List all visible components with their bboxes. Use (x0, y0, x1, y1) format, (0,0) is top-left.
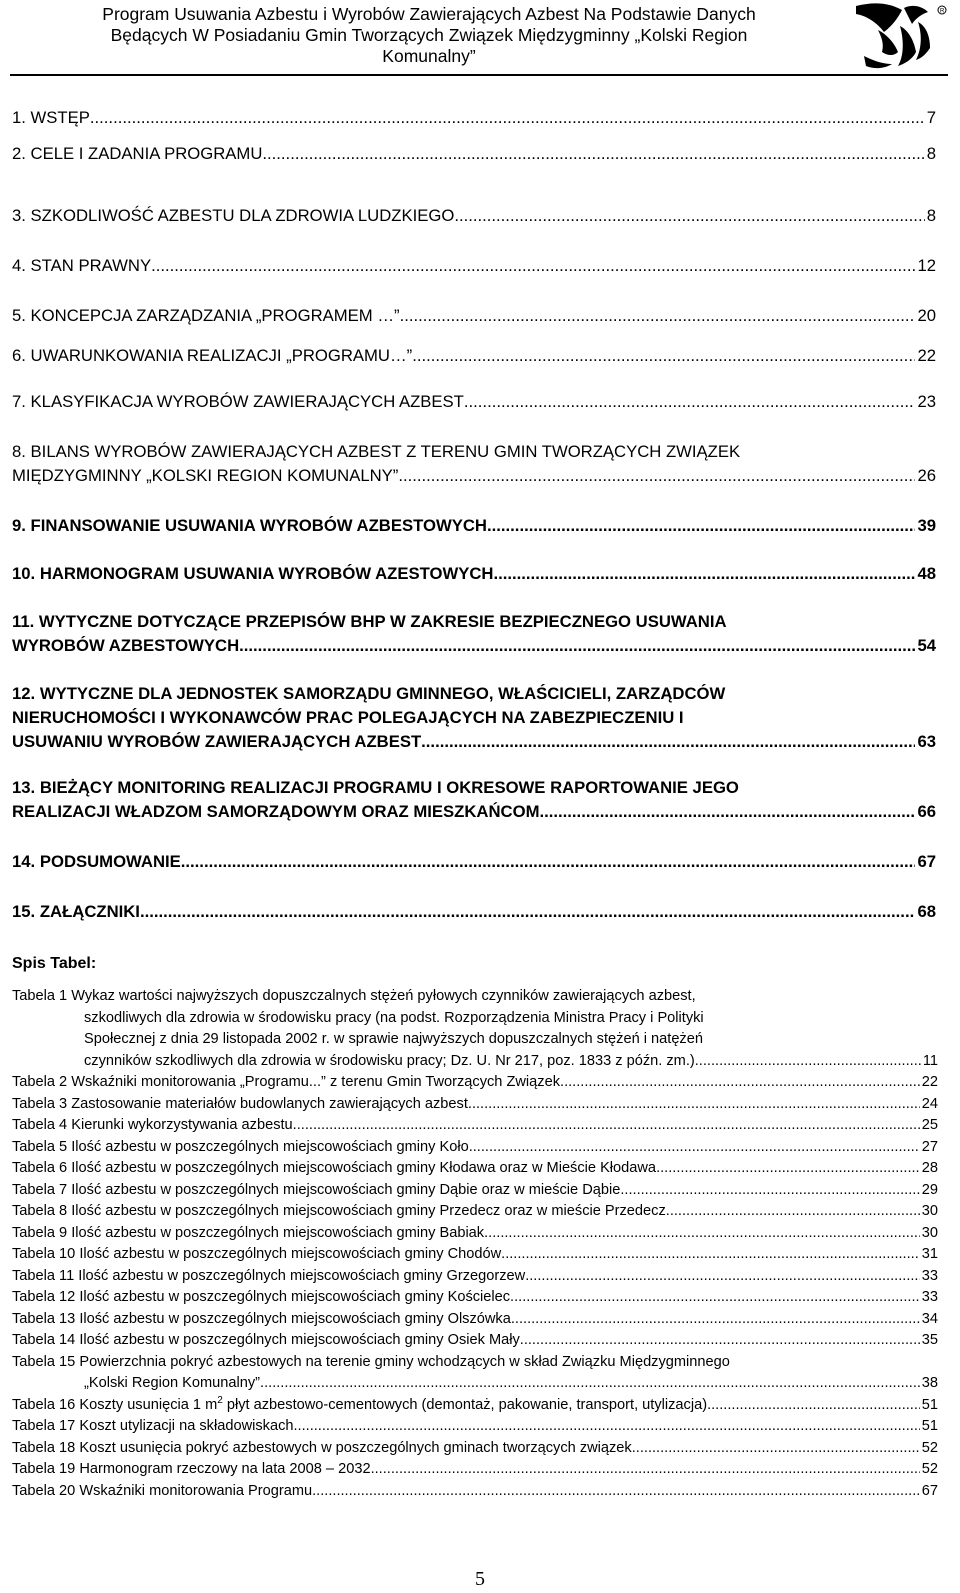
dot-leader (525, 1266, 920, 1288)
toc-entry-line (12, 800, 936, 824)
toc-entry-line (12, 390, 936, 414)
toc-entry-text: WYROBÓW AZBESTOWYCH (12, 636, 240, 655)
dot-leader (699, 1051, 921, 1073)
toc-page-number: 26 (917, 466, 936, 485)
toc-entry-text: 2. CELE I ZADANIA PROGRAMU (12, 144, 263, 163)
table-entry-text: Tabela 16 Koszty usunięcia 1 $m^2$ płyt azbestowo-cementowych (demontaż, pakowanie, transport, utylizacja) (12, 1394, 708, 1413)
table-page-number: 29 (921, 1181, 938, 1198)
table-list-entry[interactable] (12, 1395, 938, 1417)
document-title (14, 4, 844, 67)
toc-page-number: 39 (917, 516, 936, 535)
table-page-number: 34 (921, 1310, 938, 1327)
table-entry-text: Tabela 18 Koszt usunięcia pokryć azbestowych w poszczególnych gminach tworzących związek (12, 1439, 632, 1456)
toc-entry-line (12, 254, 936, 278)
table-entry-line (12, 1072, 938, 1094)
dot-leader (454, 204, 924, 228)
dot-leader (421, 730, 915, 754)
table-page-number: 52 (921, 1461, 938, 1477)
table-page-number: 11 (922, 1052, 938, 1069)
dot-leader (620, 1180, 919, 1202)
toc-entry-text: 8. BILANS WYROBÓW ZAWIERAJĄCYCH AZBEST Z TERENU GMIN TWORZĄCYCH ZWIĄZEK (12, 442, 741, 461)
table-list-entry[interactable] (12, 1137, 938, 1159)
table-page-number: 25 (921, 1117, 938, 1133)
table-list-entry[interactable] (12, 1115, 938, 1137)
svg-text:R: R (940, 8, 945, 15)
toc-entry[interactable] (12, 610, 936, 658)
toc-entry-text: 3. SZKODLIWOŚĆ AZBESTU DLA ZDROWIA LUDZKIEGO (12, 206, 455, 225)
toc-page-number: 12 (917, 256, 936, 275)
table-entry-text: Tabela 13 Ilość azbestu w poszczególnych miejscowościach gminy Olszówka (12, 1310, 511, 1327)
table-entry-text: Tabela 11 Ilość azbestu w poszczególnych miejscowościach gminy Grzegorzew (12, 1267, 526, 1284)
table-entry-line (12, 1158, 938, 1180)
dot-leader (468, 1094, 920, 1116)
table-entry-line (12, 1330, 938, 1352)
table-page-number: 28 (921, 1160, 938, 1176)
table-entry-text: Tabela 14 Ilość azbestu w poszczególnych miejscowościach gminy Osiek Mały (12, 1332, 520, 1348)
dot-leader (707, 1395, 920, 1417)
table-list-entry[interactable] (12, 1352, 938, 1395)
table-entry-text: Tabela 4 Kierunki wykorzystywania azbestu (12, 1117, 293, 1133)
toc-entry[interactable] (12, 514, 936, 538)
table-list-entry[interactable] (12, 1438, 938, 1460)
table-entry-line (12, 1244, 938, 1266)
toc-entry[interactable] (12, 254, 936, 278)
table-page-number: 27 (921, 1138, 938, 1155)
table-list-entry[interactable] (12, 986, 938, 1072)
table-list-entry[interactable] (12, 1072, 938, 1094)
document-title-line: Komunalny” (382, 46, 476, 66)
table-entry-line (12, 1481, 938, 1503)
table-page-number: 35 (921, 1332, 938, 1348)
table-entry-line (12, 1438, 938, 1460)
table-entry-text: Tabela 9 Ilość azbestu w poszczególnych miejscowościach gminy Babiak (12, 1224, 485, 1241)
dot-leader (312, 1481, 920, 1503)
toc-entry[interactable] (12, 900, 936, 924)
toc-entry-line (12, 464, 936, 488)
table-entry-line (12, 1180, 938, 1202)
dot-leader (151, 254, 915, 278)
header-rule (10, 74, 948, 76)
table-list-entry[interactable] (12, 1201, 938, 1223)
table-page-number: 51 (921, 1418, 938, 1434)
toc-entry-line (12, 730, 936, 754)
toc-entry[interactable] (12, 776, 936, 824)
table-entry-text: Tabela 10 Ilość azbestu w poszczególnych miejscowościach gminy Chodów (12, 1246, 502, 1262)
toc-entry-line (12, 204, 936, 228)
dot-leader (501, 1244, 920, 1266)
dot-leader (539, 800, 915, 824)
table-entry-line (12, 1115, 938, 1137)
page-header (0, 0, 960, 78)
toc-entry-text: 4. STAN PRAWNY (12, 256, 152, 275)
toc-entry[interactable] (12, 390, 936, 414)
table-page-number: 51 (921, 1396, 938, 1413)
document-title-line: Będących W Posiadaniu Gmin Tworzących Związek Międzygminny „Kolski Region (110, 25, 748, 45)
dot-leader (510, 1287, 920, 1309)
table-entry-line (12, 1266, 938, 1288)
table-list-entry[interactable] (12, 1094, 938, 1116)
toc-page-number: 20 (917, 306, 936, 325)
toc-entry-line (12, 900, 936, 924)
toc-entry-text: 14. PODSUMOWANIE (12, 852, 181, 871)
dot-leader (464, 390, 916, 414)
toc-page-number: 54 (917, 636, 936, 655)
table-entry-line (12, 1395, 938, 1417)
tables-list-heading: Spis Tabel: (12, 955, 97, 972)
dot-leader (398, 464, 915, 488)
page-number: 5 (475, 1568, 485, 1590)
dot-leader (484, 1223, 920, 1245)
dot-leader (632, 1438, 920, 1460)
dot-leader (90, 106, 925, 130)
toc-entry-line (12, 514, 936, 538)
toc-page-number: 22 (917, 346, 936, 365)
table-entry-line (12, 1137, 938, 1159)
dot-leader (371, 1459, 920, 1481)
table-page-number: 31 (921, 1246, 938, 1262)
table-list-entry[interactable] (12, 1287, 938, 1309)
toc-entry-text: USUWANIU WYROBÓW ZAWIERAJĄCYCH AZBEST (12, 732, 422, 751)
table-page-number: 30 (921, 1224, 938, 1241)
dot-leader (656, 1158, 920, 1180)
toc-entry[interactable] (12, 850, 936, 874)
toc-entry-line (12, 142, 936, 166)
regional-bird-logo-icon (842, 0, 954, 72)
table-entry-text: Tabela 15 Powierzchnia pokryć azbestowych na terenie gminy wchodzących w skład Związku Międzygminnego (12, 1353, 730, 1370)
dot-leader (293, 1416, 919, 1438)
table-entry-text: Tabela 1 Wykaz wartości najwyższych dopuszczalnych stężeń pyłowych czynników zawierających azbest, (12, 988, 696, 1004)
table-list-entry[interactable] (12, 1330, 938, 1352)
table-page-number: 33 (921, 1289, 938, 1305)
toc-entry[interactable] (12, 440, 936, 488)
table-entry-line (12, 1094, 938, 1116)
dot-leader (666, 1201, 920, 1223)
toc-entry-text: 12. WYTYCZNE DLA JEDNOSTEK SAMORZĄDU GMINNEGO, WŁAŚCICIELI, ZARZĄDCÓW (12, 684, 726, 703)
toc-entry-line (12, 304, 936, 328)
table-entry-line (12, 1287, 938, 1309)
table-page-number: 24 (921, 1095, 938, 1112)
table-list-entry[interactable] (12, 1416, 938, 1438)
table-entry-text: Tabela 3 Zastosowanie materiałów budowlanych zawierających azbest (12, 1095, 468, 1112)
dot-leader (260, 1373, 920, 1395)
table-entry-text: Tabela 12 Ilość azbestu w poszczególnych miejscowościach gminy Kościelec (12, 1289, 511, 1305)
dot-leader (181, 850, 916, 874)
table-entry-text: Tabela 8 Ilość azbestu w poszczególnych miejscowościach gminy Przedecz oraz w mieście Przedecz (12, 1203, 666, 1219)
toc-entry-text: 15. ZAŁĄCZNIKI (12, 902, 140, 921)
toc-entry-line (12, 850, 936, 874)
toc-entry[interactable] (12, 562, 936, 586)
dot-leader (520, 1330, 920, 1352)
toc-entry-text: 10. HARMONOGRAM USUWANIA WYROBÓW AZESTOWYCH (12, 564, 494, 583)
table-entry-text: Tabela 6 Ilość azbestu w poszczególnych miejscowościach gminy Kłodawa oraz w Mieście Kłodawa (12, 1160, 657, 1176)
table-entry-line (12, 1459, 938, 1481)
table-page-number: 52 (921, 1439, 938, 1456)
table-entry-text: „Kolski Region Komunalny” (84, 1375, 261, 1391)
table-entry-text: Tabela 5 Ilość azbestu w poszczególnych miejscowościach gminy Koło (12, 1138, 469, 1155)
toc-entry-line (12, 562, 936, 586)
toc-entry-line (12, 106, 936, 130)
toc-entry-text: MIĘDZYGMINNY „KOLSKI REGION KOMUNALNY” (12, 466, 399, 485)
toc-page-number: 63 (917, 732, 936, 751)
table-entry-text: Tabela 2 Wskaźniki monitorowania „Programu...” z terenu Gmin Tworzących Związek (12, 1074, 561, 1090)
toc-page-number: 68 (917, 902, 936, 921)
table-list-entry[interactable] (12, 1481, 938, 1503)
table-list-entry[interactable] (12, 1266, 938, 1288)
toc-entry-text: 11. WYTYCZNE DOTYCZĄCE PRZEPISÓW BHP W ZAKRESIE BEZPIECZNEGO USUWANIA (12, 612, 727, 631)
table-entry-line (12, 1051, 938, 1073)
toc-entry-text: REALIZACJI WŁADZOM SAMORZĄDOWYM ORAZ MIESZKAŃCOM (12, 802, 540, 821)
table-list-entry[interactable] (12, 1309, 938, 1331)
toc-entry-text: 9. FINANSOWANIE USUWANIA WYROBÓW AZBESTOWYCH (12, 516, 487, 535)
toc-page-number: 67 (917, 852, 936, 871)
toc-page-number: 23 (917, 392, 936, 411)
dot-leader (140, 900, 915, 924)
toc-entry-text: 13. BIEŻĄCY MONITORING REALIZACJI PROGRAMU I OKRESOWE RAPORTOWANIE JEGO (12, 778, 739, 797)
toc-entry[interactable] (12, 682, 936, 754)
table-entry-line (12, 1201, 938, 1223)
table-list-entry[interactable] (12, 1223, 938, 1245)
dot-leader (469, 1137, 920, 1159)
dot-leader (400, 304, 916, 328)
toc-entry-line (12, 344, 936, 368)
dot-leader (560, 1072, 920, 1094)
toc-entry-text: NIERUCHOMOŚCI I WYKONAWCÓW PRAC POLEGAJĄCYCH NA ZABEZPIECZENIU I (12, 708, 684, 727)
table-entry-text: Tabela 20 Wskaźniki monitorowania Programu (12, 1482, 313, 1499)
toc-entry-text: 6. UWARUNKOWANIA REALIZACJI „PROGRAMU…” (12, 346, 413, 365)
table-entry-line (12, 1223, 938, 1245)
toc-page-number: 8 (926, 206, 936, 225)
table-page-number: 67 (921, 1482, 938, 1499)
table-entry-text: szkodliwych dla zdrowia w środowisku pracy (na podst. Rozporządzenia Ministra Pracy i Polityki (84, 1009, 704, 1026)
table-page-number: 22 (921, 1074, 938, 1090)
table-entry-text: czynników szkodliwych dla zdrowia w środowisku pracy; Dz. U. Nr 217, poz. 1833 z późn. zm.). (84, 1052, 699, 1069)
dot-leader (412, 344, 915, 368)
table-list-entry[interactable] (12, 1459, 938, 1481)
table-entry-text: Tabela 7 Ilość azbestu w poszczególnych miejscowościach gminy Dąbie oraz w mieście Dąbie (12, 1181, 621, 1198)
table-entry-text: Tabela 17 Koszt utylizacji na składowiskach (12, 1418, 294, 1434)
dot-leader (293, 1115, 920, 1137)
toc-page-number: 48 (917, 564, 936, 583)
toc-entry[interactable] (12, 304, 936, 328)
table-page-number: 38 (921, 1375, 938, 1391)
toc-entry[interactable] (12, 204, 936, 228)
toc-page-number: 7 (926, 108, 936, 127)
toc-entry[interactable] (12, 344, 936, 368)
document-title-line: Program Usuwania Azbestu i Wyrobów Zawierających Azbest Na Podstawie Danych (102, 4, 756, 24)
table-entry-text: Społecznej z dnia 29 listopada 2002 r. w sprawie najwyższych dopuszczalnych stężeń i natężeń (84, 1031, 703, 1047)
dot-leader (487, 514, 915, 538)
table-entry-text: Tabela 19 Harmonogram rzeczowy na lata 2008 – 2032 (12, 1461, 371, 1477)
dot-leader (511, 1309, 920, 1331)
toc-page-number: 8 (926, 144, 936, 163)
toc-entry[interactable] (12, 142, 936, 166)
table-page-number: 33 (921, 1267, 938, 1284)
toc-entry[interactable] (12, 106, 936, 130)
dot-leader (239, 634, 915, 658)
table-list-entry[interactable] (12, 1244, 938, 1266)
dot-leader (493, 562, 915, 586)
table-entry-line (12, 1309, 938, 1331)
dot-leader (262, 142, 924, 166)
table-list-entry[interactable] (12, 1158, 938, 1180)
table-list-entry[interactable] (12, 1180, 938, 1202)
toc-entry-line (12, 634, 936, 658)
toc-entry-text: 5. KONCEPCJA ZARZĄDZANIA „PROGRAMEM …” (12, 306, 400, 325)
table-entry-line (12, 1416, 938, 1438)
toc-page-number: 66 (917, 802, 936, 821)
table-page-number: 30 (921, 1203, 938, 1219)
table-entry-line (12, 1373, 938, 1395)
toc-entry-text: 1. WSTĘP (12, 108, 90, 127)
toc-entry-text: 7. KLASYFIKACJA WYROBÓW ZAWIERAJĄCYCH AZBEST (12, 392, 464, 411)
